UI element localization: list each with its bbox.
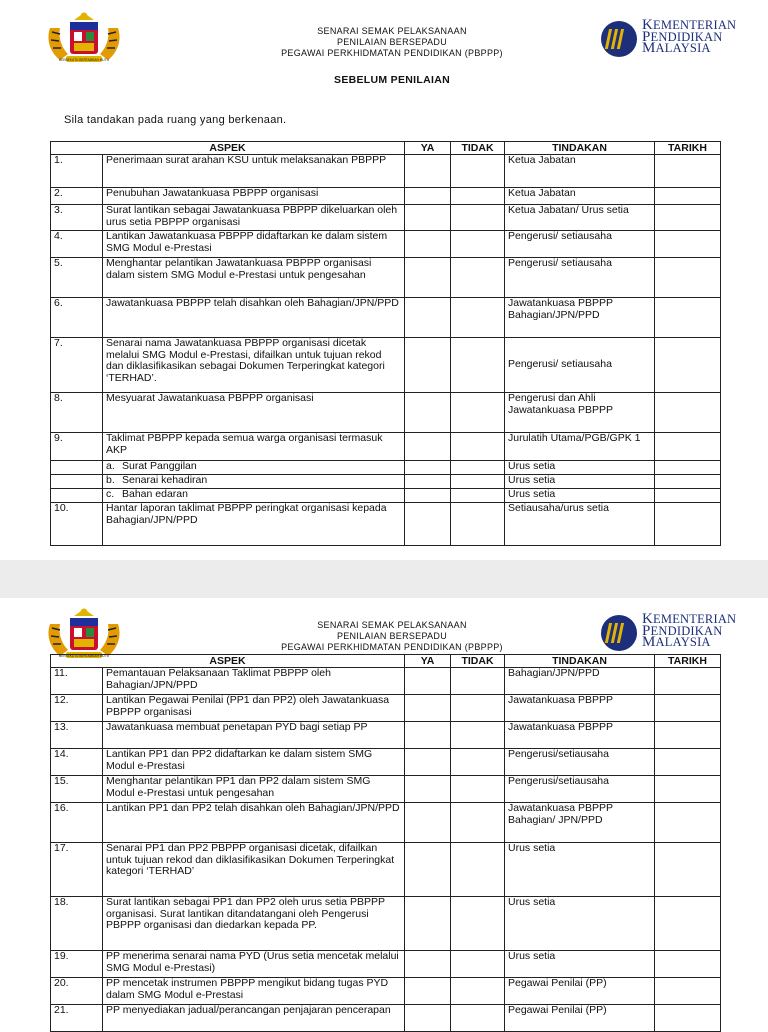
- tindakan-cell: Pengerusi/setiausaha: [505, 749, 655, 776]
- row-number: 12.: [51, 695, 103, 722]
- tindakan-cell: Urus setia: [505, 475, 655, 489]
- tidak-checkbox-cell[interactable]: [451, 668, 505, 695]
- tidak-checkbox-cell[interactable]: [451, 155, 505, 188]
- tidak-checkbox-cell[interactable]: [451, 776, 505, 803]
- ya-checkbox-cell[interactable]: [405, 749, 451, 776]
- tindakan-cell: Urus setia: [505, 897, 655, 951]
- row-number: 11.: [51, 668, 103, 695]
- tindakan-cell: Jawatankuasa PBPPP: [505, 695, 655, 722]
- col-tidak: TIDAK: [451, 655, 505, 668]
- ministry-name-2: PENDIDIKAN: [642, 622, 723, 639]
- tindakan-cell: Urus setia: [505, 951, 655, 978]
- tidak-checkbox-cell[interactable]: [451, 803, 505, 843]
- row-number: 7.: [51, 338, 103, 393]
- tidak-checkbox-cell[interactable]: [451, 475, 505, 489]
- col-aspek: ASPEK: [51, 655, 405, 668]
- ya-checkbox-cell[interactable]: [405, 231, 451, 258]
- tidak-checkbox-cell[interactable]: [451, 258, 505, 298]
- tidak-checkbox-cell[interactable]: [451, 722, 505, 749]
- aspek-cell: Jawatankuasa PBPPP telah disahkan oleh Bahagian/JPN/PPD: [103, 298, 405, 338]
- svg-text:BERSEKUTU BERTAMBAH MUTU: BERSEKUTU BERTAMBAH MUTU: [58, 58, 110, 62]
- tarikh-cell[interactable]: [655, 503, 721, 546]
- aspek-cell: Mesyuarat Jawatankuasa PBPPP organisasi: [103, 393, 405, 433]
- ya-checkbox-cell[interactable]: [405, 695, 451, 722]
- aspek-cell: Senarai PP1 dan PP2 PBPPP organisasi dicetak, difailkan untuk tujuan rekod dan diklasifikasikan Dokumen Terperingkat kategori ‘TERHAD’: [103, 843, 405, 897]
- tarikh-cell[interactable]: [655, 978, 721, 1005]
- tarikh-cell[interactable]: [655, 188, 721, 205]
- ya-checkbox-cell[interactable]: [405, 503, 451, 546]
- row-number: 4.: [51, 231, 103, 258]
- table-row: [51, 475, 721, 489]
- ministry-name-1: KEMENTERIAN: [642, 17, 737, 33]
- row-number: 16.: [51, 803, 103, 843]
- tidak-checkbox-cell[interactable]: [451, 749, 505, 776]
- table-row: [51, 668, 721, 695]
- aspek-cell: [103, 461, 405, 475]
- tarikh-cell[interactable]: [655, 489, 721, 503]
- ya-checkbox-cell[interactable]: [405, 258, 451, 298]
- col-tindakan: TINDAKAN: [505, 142, 655, 155]
- tindakan-cell: Ketua Jabatan: [505, 155, 655, 188]
- aspek-cell: Lantikan Pegawai Penilai (PP1 dan PP2) oleh Jawatankuasa PBPPP organisasi: [103, 695, 405, 722]
- table-row: [51, 776, 721, 803]
- row-number: 2.: [51, 188, 103, 205]
- ya-checkbox-cell[interactable]: [405, 188, 451, 205]
- sub-item-letter: c.: [106, 488, 115, 500]
- row-number: 1.: [51, 155, 103, 188]
- form-header-page-2: [200, 620, 584, 653]
- tindakan-cell: Urus setia: [505, 461, 655, 475]
- page-separator: [0, 560, 768, 598]
- tindakan-cell: Pengerusi dan Ahli Jawatankuasa PBPPP: [505, 393, 655, 433]
- sub-item-text: Bahan edaran: [122, 488, 188, 500]
- row-number: [51, 489, 103, 503]
- row-number: [51, 475, 103, 489]
- tarikh-cell[interactable]: [655, 951, 721, 978]
- row-number: 6.: [51, 298, 103, 338]
- table-row: [51, 695, 721, 722]
- aspek-cell: Lantikan PP1 dan PP2 didaftarkan ke dalam sistem SMG Modul e-Prestasi: [103, 749, 405, 776]
- ya-checkbox-cell[interactable]: [405, 155, 451, 188]
- ministry-emblem-icon: [600, 614, 638, 652]
- tindakan-cell: Jawatankuasa PBPPP: [505, 722, 655, 749]
- row-number: 15.: [51, 776, 103, 803]
- tidak-checkbox-cell[interactable]: [451, 1005, 505, 1032]
- ya-checkbox-cell[interactable]: [405, 393, 451, 433]
- ministry-name-1: KEMENTERIAN: [642, 611, 737, 627]
- ya-checkbox-cell[interactable]: [405, 803, 451, 843]
- tindakan-cell: Pegawai Penilai (PP): [505, 978, 655, 1005]
- aspek-cell: Surat lantikan sebagai PP1 dan PP2 oleh urus setia PBPPP organisasi. Surat lantikan ditandatangani oleh Pengerusi PBPPP organisasi dan diedarkan kepada PP.: [103, 897, 405, 951]
- instruction-text: Sila tandakan pada ruang yang berkenaan.: [64, 114, 287, 126]
- aspek-cell: Hantar laporan taklimat PBPPP peringkat organisasi kepada Bahagian/JPN/PPD: [103, 503, 405, 546]
- section-title: SEBELUM PENILAIAN: [334, 74, 450, 86]
- col-tarikh: TARIKH: [655, 655, 721, 668]
- aspek-cell: PP menyediakan jadual/perancangan penjajaran pencerapan: [103, 1005, 405, 1032]
- table-row: [51, 155, 721, 188]
- col-aspek: ASPEK: [51, 142, 405, 155]
- header-line-3: PEGAWAI PERKHIDMATAN PENDIDIKAN (PBPPP): [281, 48, 503, 58]
- ministry-logo: [600, 18, 750, 62]
- header-line-3: PEGAWAI PERKHIDMATAN PENDIDIKAN (PBPPP): [281, 642, 503, 652]
- table-row: [51, 338, 721, 393]
- aspek-cell: Senarai nama Jawatankuasa PBPPP organisasi dicetak melalui SMG Modul e-Prestasi, difailkan untuk tujuan rekod dan diklasifikasikan sebagai Dokumen Terperingkat kategori ‘TERHAD’.: [103, 338, 405, 393]
- checklist-table-2: [50, 654, 721, 1032]
- tarikh-cell[interactable]: [655, 843, 721, 897]
- tidak-checkbox-cell[interactable]: [451, 393, 505, 433]
- tidak-checkbox-cell[interactable]: [451, 231, 505, 258]
- tarikh-cell[interactable]: [655, 475, 721, 489]
- ministry-name-3: MALAYSIA: [642, 634, 711, 650]
- sub-item-letter: b.: [106, 474, 115, 486]
- tarikh-cell[interactable]: [655, 258, 721, 298]
- table-row: [51, 722, 721, 749]
- aspek-cell: Menghantar pelantikan PP1 dan PP2 dalam sistem SMG Modul e-Prestasi untuk pengesahan: [103, 776, 405, 803]
- tidak-checkbox-cell[interactable]: [451, 298, 505, 338]
- row-number: 3.: [51, 205, 103, 231]
- tarikh-cell[interactable]: [655, 722, 721, 749]
- ya-checkbox-cell[interactable]: [405, 1005, 451, 1032]
- row-number: 8.: [51, 393, 103, 433]
- tarikh-cell[interactable]: [655, 1005, 721, 1032]
- tindakan-cell: Jurulatih Utama/PGB/GPK 1: [505, 433, 655, 461]
- tarikh-cell[interactable]: [655, 776, 721, 803]
- ya-checkbox-cell[interactable]: [405, 461, 451, 475]
- tindakan-cell: Ketua Jabatan: [505, 188, 655, 205]
- table-row: [51, 978, 721, 1005]
- tidak-checkbox-cell[interactable]: [451, 188, 505, 205]
- ya-checkbox-cell[interactable]: [405, 843, 451, 897]
- table-row: [51, 1005, 721, 1032]
- ministry-emblem-icon: [600, 20, 638, 58]
- tidak-checkbox-cell[interactable]: [451, 897, 505, 951]
- sub-item-letter: a.: [106, 460, 115, 472]
- tarikh-cell[interactable]: [655, 231, 721, 258]
- aspek-cell: Pemantauan Pelaksanaan Taklimat PBPPP oleh Bahagian/JPN/PPD: [103, 668, 405, 695]
- tarikh-cell[interactable]: [655, 298, 721, 338]
- ya-checkbox-cell[interactable]: [405, 951, 451, 978]
- table-row: [51, 433, 721, 461]
- col-tindakan: TINDAKAN: [505, 655, 655, 668]
- row-number: 19.: [51, 951, 103, 978]
- tarikh-cell[interactable]: [655, 668, 721, 695]
- ya-checkbox-cell[interactable]: [405, 205, 451, 231]
- row-number: 21.: [51, 1005, 103, 1032]
- tidak-checkbox-cell[interactable]: [451, 205, 505, 231]
- row-number: [51, 461, 103, 475]
- tarikh-cell[interactable]: [655, 433, 721, 461]
- col-tidak: TIDAK: [451, 142, 505, 155]
- header-line-1: SENARAI SEMAK PELAKSANAAN: [317, 620, 467, 630]
- table-row: [51, 897, 721, 951]
- table-row: [51, 951, 721, 978]
- ya-checkbox-cell[interactable]: [405, 978, 451, 1005]
- aspek-cell: Menghantar pelantikan Jawatankuasa PBPPP organisasi dalam sistem SMG Modul e-Prestasi untuk pengesahan: [103, 258, 405, 298]
- row-number: 5.: [51, 258, 103, 298]
- tidak-checkbox-cell[interactable]: [451, 338, 505, 393]
- tidak-checkbox-cell[interactable]: [451, 695, 505, 722]
- row-number: 18.: [51, 897, 103, 951]
- ya-checkbox-cell[interactable]: [405, 722, 451, 749]
- tindakan-cell: Pengerusi/ setiausaha: [505, 231, 655, 258]
- tidak-checkbox-cell[interactable]: [451, 503, 505, 546]
- col-ya: YA: [405, 142, 451, 155]
- tarikh-cell[interactable]: [655, 155, 721, 188]
- malaysia-crest-icon: [44, 10, 124, 66]
- tindakan-cell: Bahagian/JPN/PPD: [505, 668, 655, 695]
- aspek-cell: Jawatankuasa membuat penetapan PYD bagi setiap PP: [103, 722, 405, 749]
- aspek-cell: PP mencetak instrumen PBPPP mengikut bidang tugas PYD dalam SMG Modul e-Prestasi: [103, 978, 405, 1005]
- table-row: [51, 803, 721, 843]
- ya-checkbox-cell[interactable]: [405, 338, 451, 393]
- aspek-cell: Lantikan Jawatankuasa PBPPP didaftarkan ke dalam sistem SMG Modul e-Prestasi: [103, 231, 405, 258]
- tindakan-cell: Pegawai Penilai (PP): [505, 1005, 655, 1032]
- tindakan-cell: Urus setia: [505, 489, 655, 503]
- tarikh-cell[interactable]: [655, 749, 721, 776]
- header-line-2: PENILAIAN BERSEPADU: [336, 37, 448, 47]
- svg-text:BERSEKUTU BERTAMBAH MUTU: BERSEKUTU BERTAMBAH MUTU: [58, 654, 110, 658]
- tidak-checkbox-cell[interactable]: [451, 461, 505, 475]
- aspek-cell: Lantikan PP1 dan PP2 telah disahkan oleh Bahagian/JPN/PPD: [103, 803, 405, 843]
- row-number: 10.: [51, 503, 103, 546]
- table-row: [51, 461, 721, 475]
- tarikh-cell[interactable]: [655, 897, 721, 951]
- ya-checkbox-cell[interactable]: [405, 897, 451, 951]
- aspek-cell: PP menerima senarai nama PYD (Urus setia mencetak melalui SMG Modul e-Prestasi): [103, 951, 405, 978]
- table-row: [51, 393, 721, 433]
- row-number: 13.: [51, 722, 103, 749]
- ya-checkbox-cell[interactable]: [405, 475, 451, 489]
- ya-checkbox-cell[interactable]: [405, 298, 451, 338]
- table-row: [51, 503, 721, 546]
- table-row: [51, 843, 721, 897]
- tarikh-cell[interactable]: [655, 338, 721, 393]
- tindakan-cell: Urus setia: [505, 843, 655, 897]
- tarikh-cell[interactable]: [655, 393, 721, 433]
- ministry-name-3: MALAYSIA: [642, 40, 711, 56]
- tindakan-cell: Jawatankuasa PBPPP Bahagian/JPN/PPD: [505, 298, 655, 338]
- ya-checkbox-cell[interactable]: [405, 489, 451, 503]
- aspek-cell: Penerimaan surat arahan KSU untuk melaksanakan PBPPP: [103, 155, 405, 188]
- table-header-row: [51, 142, 721, 155]
- ya-checkbox-cell[interactable]: [405, 776, 451, 803]
- ya-checkbox-cell[interactable]: [405, 668, 451, 695]
- tidak-checkbox-cell[interactable]: [451, 433, 505, 461]
- tindakan-cell: Pengerusi/setiausaha: [505, 776, 655, 803]
- tindakan-cell: Pengerusi/ setiausaha: [505, 338, 655, 393]
- aspek-cell: Taklimat PBPPP kepada semua warga organisasi termasuk AKP: [103, 433, 405, 461]
- tidak-checkbox-cell[interactable]: [451, 843, 505, 897]
- row-number: 17.: [51, 843, 103, 897]
- table-row: [51, 298, 721, 338]
- tidak-checkbox-cell[interactable]: [451, 951, 505, 978]
- row-number: 20.: [51, 978, 103, 1005]
- row-number: 14.: [51, 749, 103, 776]
- table-row: [51, 749, 721, 776]
- table-row: [51, 188, 721, 205]
- col-tarikh: TARIKH: [655, 142, 721, 155]
- tindakan-cell: Setiausaha/urus setia: [505, 503, 655, 546]
- header-line-1: SENARAI SEMAK PELAKSANAAN: [317, 26, 467, 36]
- aspek-cell: Surat lantikan sebagai Jawatankuasa PBPPP dikeluarkan oleh urus setia PBPPP organisasi: [103, 205, 405, 231]
- checklist-table-1: [50, 141, 721, 546]
- ministry-name-2: PENDIDIKAN: [642, 28, 723, 45]
- tidak-checkbox-cell[interactable]: [451, 489, 505, 503]
- sub-item-text: Senarai kehadiran: [122, 474, 208, 486]
- tindakan-cell: Ketua Jabatan/ Urus setia: [505, 205, 655, 231]
- form-header: [200, 26, 584, 59]
- tindakan-cell: Jawatankuasa PBPPP Bahagian/ JPN/PPD: [505, 803, 655, 843]
- table-header-row: [51, 655, 721, 668]
- header-line-2: PENILAIAN BERSEPADU: [336, 631, 448, 641]
- tidak-checkbox-cell[interactable]: [451, 978, 505, 1005]
- table-row: [51, 231, 721, 258]
- table-row: [51, 489, 721, 503]
- ya-checkbox-cell[interactable]: [405, 433, 451, 461]
- sub-item-text: Surat Panggilan: [122, 460, 197, 472]
- row-number: 9.: [51, 433, 103, 461]
- tindakan-cell: Pengerusi/ setiausaha: [505, 258, 655, 298]
- aspek-cell: Penubuhan Jawatankuasa PBPPP organisasi: [103, 188, 405, 205]
- tarikh-cell[interactable]: [655, 205, 721, 231]
- table-row: [51, 205, 721, 231]
- tarikh-cell[interactable]: [655, 695, 721, 722]
- table-row: [51, 258, 721, 298]
- aspek-cell: [103, 475, 405, 489]
- col-ya: YA: [405, 655, 451, 668]
- aspek-cell: [103, 489, 405, 503]
- tarikh-cell[interactable]: [655, 461, 721, 475]
- ministry-logo: [600, 612, 750, 656]
- tarikh-cell[interactable]: [655, 803, 721, 843]
